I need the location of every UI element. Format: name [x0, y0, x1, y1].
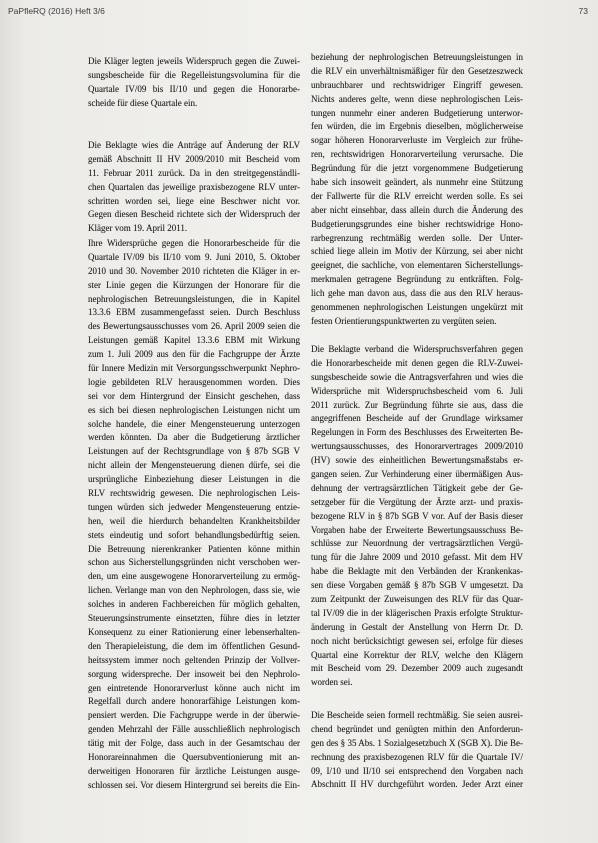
- text-line: tätig mit der Folge, dass auch in der Gesamtschau der: [88, 738, 300, 749]
- text-line: gen eintretende Honorarverlust könne auch nicht im: [88, 682, 300, 693]
- text-line: Regelfall durch andere honorarfähige Leistungen kom-: [88, 696, 300, 707]
- text-line: gen des § 35 Abs. 1 Sozialgesetzbuch X (SGB X). Die Be-: [311, 737, 523, 748]
- text-line: fen würden, die im Ergebnis dieselben, möglicherweise: [311, 121, 523, 132]
- text-line: schon aus Sicherstellungsgründen nicht verschoben wer-: [88, 557, 300, 568]
- text-line: gangen seien. Zur Verhinderung einer übermäßigen Aus-: [311, 469, 523, 480]
- text-line: des Bewertungsausschusses vom 26. April 2009 seien die: [88, 321, 300, 332]
- page-number: 73: [578, 6, 588, 16]
- text-line: chend begründet und genügten mithin den Anforderun-: [311, 723, 523, 734]
- text-line: stets eindeutig und sofort behandlungsbedürftig seien.: [88, 529, 300, 540]
- text-line: rarbegrenzung rechtmäßig werden solle. Der Unter-: [311, 232, 523, 243]
- text-line: Widersprüche mit Widerspruchsbescheid vom 6. Juli: [311, 385, 523, 396]
- text-line: tungen nunmehr einer anderen Budgetierung unterwor-: [311, 107, 523, 118]
- text-line: tung für die Jahre 2009 und 2010 gefasst. Mit dem HV: [311, 552, 523, 563]
- text-line: sen diese Vorgaben gemäß § 87b SGB V umgesetzt. Da: [311, 580, 523, 591]
- text-line: Vorgaben habe der Erweiterte Bewertungsausschuss Be-: [311, 524, 523, 535]
- text-line: ster Linie gegen die Kürzungen der Honorare für die: [88, 279, 300, 290]
- text-line: Die Kläger legten jeweils Widerspruch gegen die Zuwei-: [88, 56, 300, 66]
- text-line: Steuerungsinstrumente einsetzten, führe dies in letzter: [88, 613, 300, 624]
- text-line: dehnung der vertragsärztlichen Tätigkeit gebe der Ge-: [311, 482, 523, 493]
- text-line: solches in anderen Fachbereichen für möglich gehalten,: [88, 599, 300, 610]
- text-line: noch nicht berücksichtigt gewesen sei, erfolge für dieses: [311, 635, 523, 646]
- text-line: Honorareinnahmen die Quersubventionierung mit an-: [88, 751, 300, 762]
- text-line: 13.3.6 EBM zusammengefasst seien. Durch Beschluss: [88, 307, 300, 318]
- text-line: Die Beklagte wies die Anträge auf Änderung der RLV: [88, 140, 300, 150]
- text-line: sungsbescheide für die Regelleistungsvolumina für die: [88, 69, 300, 80]
- text-line: genden Mehrzahl der Fälle ausschließlich nephrologisch: [88, 724, 300, 735]
- text-line: Quartal eine Korrektur der RLV, welche den Klägern: [311, 649, 523, 660]
- text-line: lich gehe man davon aus, dass die aus den RLV heraus-: [311, 288, 523, 299]
- text-line: sungsbescheide sowie die Antragsverfahren und wies die: [311, 371, 523, 382]
- text-line: mit Bescheid vom 29. Dezember 2009 auch zugesandt: [311, 663, 523, 674]
- text-line: schied liege allein im Motiv der Kürzung, sei aber nicht: [311, 246, 523, 257]
- text-line: Budgetierungsgrundes eine bisher rechtswidrige Hono-: [311, 218, 523, 229]
- text-line: habe die Beklagte mit den Verbänden der Krankenkas-: [311, 566, 523, 577]
- text-line: den Therapieleistung, die dem im öffentlichen Gesund-: [88, 640, 300, 651]
- text-line: 2011 zurück. Zur Begründung führte sie aus, dass die: [311, 399, 523, 410]
- text-line: Kläger vom 19. April 2011.: [88, 223, 188, 234]
- text-line: änderung in Gestalt der Anstellung von Herrn Dr. D.: [311, 621, 523, 632]
- text-line: ren, rechtswidrigen Honorarverteilung verursache. Die: [311, 149, 523, 160]
- paragraph: [88, 55, 300, 111]
- text-line: unbrauchbarer und rechtswidriger Eingriff gewesen.: [311, 79, 523, 90]
- text-line: wertungsausschusses, des Honorarvertrages 2009/2010: [311, 441, 523, 452]
- text-line: habe sich insoweit geändert, als nunmehr eine Stützung: [311, 177, 523, 188]
- paragraph: [311, 51, 523, 329]
- text-line: Konsequenz zu einer Rationierung einer lebenserhalten-: [88, 626, 300, 637]
- text-line: festen Orientierungspunktwerten zu vergüten seien.: [311, 315, 497, 326]
- text-line: Quartale IV/09 bis II/10 und gegen die Honorarbe-: [88, 83, 300, 94]
- text-line: scheide für diese Quartale ein.: [88, 97, 198, 108]
- right-column: [311, 0, 523, 843]
- text-line: pensiert werden. Die Fachgruppe werde in der überwie-: [88, 710, 300, 721]
- text-line: 2010 und 30. November 2010 richteten die Kläger in er-: [88, 265, 300, 276]
- text-line: 09, I/10 und II/10 sei entsprechend den Vorgaben nach: [311, 765, 523, 776]
- text-line: chen Quartalen das jeweilige praxisbezogene RLV unter-: [88, 181, 300, 192]
- text-line: 11. Februar 2011 zurück. Da in den streitgegenständli-: [88, 167, 300, 178]
- text-line: Regelungen in Form des Beschlusses des Erweiterten Be-: [311, 427, 523, 438]
- text-line: Quartale IV/09 bis II/10 vom 9. Juni 2010, 5. Oktober: [88, 251, 300, 262]
- text-line: genommenen nephrologischen Leistungen ungekürzt mit: [311, 302, 523, 313]
- text-line: Ihre Widersprüche gegen die Honorarbescheide für die: [88, 238, 300, 248]
- text-line: solche handele, die einer Mengensteuerung unterzogen: [88, 418, 300, 429]
- text-line: rechnung des praxisbezogenen RLV für die Quartale IV/: [311, 751, 523, 762]
- text-line: (HV) sowie des einheitlichen Bewertungsmaßstabs er-: [311, 455, 523, 466]
- text-line: worden sei.: [311, 677, 353, 688]
- text-line: Nichts anderes gelte, wenn diese nephrologischen Leis-: [311, 93, 523, 104]
- text-line: Begründung für die jetzt vorgenommene Budgetierung: [311, 163, 523, 174]
- text-line: angegriffenen Bescheide auf der Grundlage wirksamer: [311, 413, 523, 424]
- text-line: werden könnten. Da aber die Budgetierung ärztlicher: [88, 432, 300, 443]
- text-line: Leistungen auf der Rechtsgrundlage von § 87b SGB V: [88, 446, 300, 457]
- text-line: die Honorarbescheide mit denen gegen die RLV-Zuwei-: [311, 357, 523, 368]
- text-line: Die Beklagte verband die Widerspruchsverfahren gegen: [311, 344, 523, 354]
- text-line: hen, weil die hierdurch behandelten Krankheitsbilder: [88, 515, 300, 526]
- text-line: nephrologischen Betreuungsleistungen, die in Kapitel: [88, 293, 300, 304]
- text-line: sorgung widerspreche. Der insoweit bei den Nephrolo-: [88, 668, 300, 679]
- text-line: nicht allein der Mengensteuerung dienen dürfe, sei die: [88, 460, 300, 471]
- text-line: Gegen diesen Bescheid richtete sich der Widerspruch der: [88, 209, 300, 220]
- text-line: RLV rechtswidrig gewesen. Die nephrologischen Leis-: [88, 488, 300, 499]
- text-line: gemäß Abschnitt II HV 2009/2010 mit Bescheid vom: [88, 153, 300, 164]
- text-line: Abschnitt II HV durchgeführt worden. Jeder Arzt einer: [311, 779, 523, 790]
- paragraph: [88, 237, 300, 793]
- paragraph: [311, 709, 523, 792]
- text-line: schlossen sei. Vor diesem Hintergrund sei bereits die Ein-: [88, 779, 300, 790]
- text-line: bezogene RLV in § 87b SGB V vor. Auf der Basis dieser: [311, 510, 523, 521]
- text-line: schlüsse zur Neuordnung der vertragsärztlichen Vergü-: [311, 538, 523, 549]
- paragraph: [311, 343, 523, 690]
- paragraph: [88, 139, 300, 236]
- text-line: für Innere Medizin mit Versorgungsschwerpunkt Nephro-: [88, 363, 300, 374]
- text-line: sei vor dem Hintergrund der Einsicht geschehen, dass: [88, 390, 300, 401]
- text-line: tal IV/09 die in der klägerischen Praxis erfolgte Struktur-: [311, 607, 523, 618]
- text-line: logie gebildeten RLV herausgenommen worden. Dies: [88, 376, 300, 387]
- text-line: Leistungen gemäß Kapitel 13.3.6 EBM mit Wirkung: [88, 335, 300, 346]
- text-line: lichen. Verlange man von den Nephrologen, dass sie, wie: [88, 585, 300, 596]
- text-line: den, um eine ausgewogene Honorarverteilung zu ermög-: [88, 571, 300, 582]
- text-line: Die Betreuung nierenkranker Patienten könne mithin: [88, 543, 300, 554]
- text-line: derweitigen Honoraren für ärztliche Leistungen ausge-: [88, 765, 300, 776]
- text-line: tungen würden sich jedweder Mengensteuerung entzie-: [88, 501, 300, 512]
- journal-title: PaPfleRQ (2016) Heft 3/6: [8, 6, 105, 16]
- left-column: [88, 0, 300, 843]
- text-line: sogar höheren Honorarverluste im Vergleich zur frühe-: [311, 135, 523, 146]
- text-line: zum 1. Juli 2009 aus den für die Fachgruppe der Ärzte: [88, 349, 300, 360]
- text-line: zum Zeitpunkt der Zuweisungen des RLV für das Quar-: [311, 594, 523, 605]
- text-line: geeignet, die sachliche, von elementaren Sicherstellungs-: [311, 260, 523, 271]
- text-line: der Fallwerte für die RLV erreicht werden solle. Es sei: [311, 190, 523, 201]
- text-line: Die Bescheide seien formell rechtmäßig. Sie seien ausrei-: [311, 710, 523, 720]
- text-line: merkmalen getragene Begründung zu entkräften. Folg-: [311, 274, 523, 285]
- text-line: beziehung der nephrologischen Betreuungsleistungen in: [311, 52, 523, 62]
- text-line: setzgeber für die Vergütung der Ärzte arzt- und praxis-: [311, 496, 523, 507]
- text-line: es sich bei diesen nephrologischen Leistungen nicht um: [88, 404, 300, 415]
- text-line: die RLV ein unverhältnismäßiger für den Gesetzeszweck: [311, 65, 523, 76]
- text-line: ursprüngliche Einbeziehung dieser Leistungen in die: [88, 474, 300, 485]
- text-line: aber nicht einsehbar, dass allein durch die Änderung des: [311, 204, 523, 215]
- text-line: schritten worden sei, liege eine Beschwer nicht vor.: [88, 195, 300, 206]
- text-line: heitssystem immer noch geltenden Prinzip der Vollver-: [88, 654, 300, 665]
